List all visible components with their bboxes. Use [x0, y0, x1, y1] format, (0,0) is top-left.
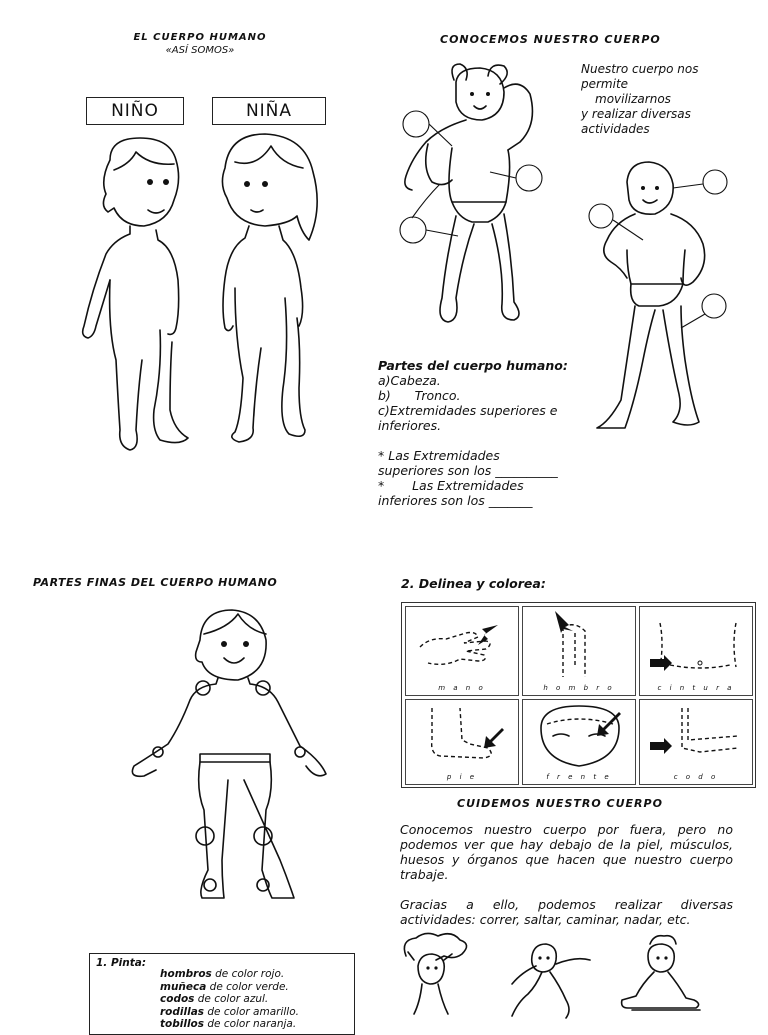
section5-para1: Conocemos nuestro cuerpo por fuera, pero no podemos ver que hay debajo de la piel, músculos, huesos y órganos que hacen que nuestro cuerpo trabaje.: [400, 822, 733, 882]
section5-para2: Gracias a ello, podemos realizar diversas actividades: correr, saltar, caminar, nadar, etc.: [400, 897, 733, 927]
section3-title: PARTES FINAS DEL CUERPO HUMANO: [33, 576, 278, 589]
boy-fine-parts-figure: [120, 600, 340, 910]
girl-figure: [205, 128, 335, 468]
intro-line: Nuestro cuerpo nos: [581, 62, 699, 76]
question-line: * Las Extremidades: [378, 478, 524, 493]
cell-caption: c i n t u r a: [657, 684, 735, 692]
pinta-item-part: muñeca: [160, 980, 207, 993]
cell-caption: p i e: [446, 773, 478, 781]
cell-cintura: [639, 606, 753, 696]
pinta-item-part: tobillos: [160, 1018, 205, 1030]
pinta-item-part: rodillas: [160, 1005, 205, 1018]
question-line: inferiores son los _______: [378, 493, 533, 508]
trace-grid: [401, 602, 756, 788]
elbow-dashed-drawing: [640, 700, 752, 774]
cell-frente: [522, 699, 636, 785]
part-item: c)Extremidades superiores e: [378, 403, 558, 418]
pinta-list: [160, 968, 299, 1031]
cell-caption: m a n o: [438, 684, 486, 692]
pinta-item-color: de color naranja.: [204, 1018, 297, 1030]
part-item: inferiores.: [378, 418, 442, 433]
cell-mano: [405, 606, 519, 696]
part-item: b) Tronco.: [378, 388, 461, 403]
boy-body-parts-figure: [585, 160, 735, 440]
intro-line: movilizarnos: [595, 92, 671, 106]
boy-figure: [70, 130, 200, 470]
label-girl: NIÑA: [212, 97, 326, 125]
pinta-heading: 1. Pinta:: [96, 957, 147, 969]
hand-dashed-drawing: [406, 607, 518, 685]
section2-title: CONOCEMOS NUESTRO CUERPO: [440, 33, 661, 46]
pinta-item-part: codos: [160, 993, 195, 1005]
girl-body-parts-figure: [396, 58, 566, 358]
intro-line: permite: [581, 77, 629, 91]
parts-list: [378, 358, 578, 508]
label-boy: NIÑO: [86, 97, 184, 125]
pinta-item-part: hombros: [160, 968, 212, 980]
cell-caption: f r e n t e: [546, 773, 612, 781]
section1-title: EL CUERPO HUMANO: [133, 32, 267, 43]
pinta-item: [160, 1006, 299, 1019]
section4-title: 2. Delinea y colorea:: [401, 576, 546, 591]
question-line: * Las Extremidades: [378, 448, 500, 463]
intro-line: actividades: [581, 122, 650, 136]
pinta-item-color: de color verde.: [206, 980, 289, 993]
part-item: a)Cabeza.: [378, 373, 441, 388]
section2-intro: [581, 62, 731, 136]
cell-caption: c o d o: [673, 773, 719, 781]
cell-pie: [405, 699, 519, 785]
pinta-box: [89, 953, 355, 1035]
pinta-item: [160, 968, 299, 981]
pinta-item: [160, 1018, 299, 1031]
cell-hombro: [522, 606, 636, 696]
foot-dashed-drawing: [406, 700, 518, 774]
section1-subtitle: «ASÍ SOMOS»: [165, 45, 235, 56]
pinta-item-color: de color azul.: [194, 993, 269, 1005]
pinta-item-color: de color amarillo.: [204, 1005, 299, 1018]
waist-dashed-drawing: [640, 607, 752, 685]
parts-heading: Partes del cuerpo humano:: [378, 358, 568, 373]
pinta-item: [160, 981, 299, 994]
cell-caption: h o m b r o: [543, 684, 615, 692]
intro-line: y realizar diversas: [581, 107, 691, 121]
question-line: superiores son los __________: [378, 463, 558, 478]
section5-title: CUIDEMOS NUESTRO CUERPO: [457, 797, 663, 810]
forehead-dashed-drawing: [523, 700, 635, 774]
pinta-item: [160, 993, 299, 1006]
activities-illustration: [396, 930, 726, 1024]
cell-codo: [639, 699, 753, 785]
shoulder-dashed-drawing: [523, 607, 635, 685]
pinta-item-color: de color rojo.: [211, 968, 285, 980]
